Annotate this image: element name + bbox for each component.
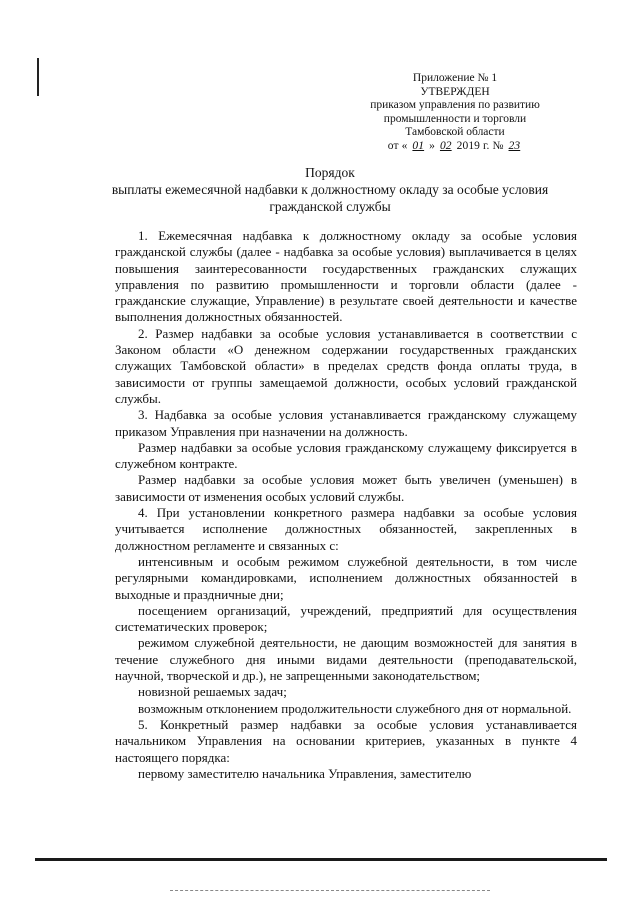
paragraph: первому заместителю начальника Управления, заместителю <box>138 765 472 781</box>
paragraph: 3. Надбавка за особые условия устанавливается гражданскому служащему приказом Управления при назначении на должность. <box>115 407 577 439</box>
approved-label: УТВЕРЖДЕН <box>420 85 490 98</box>
appendix-number: Приложение № 1 <box>412 72 498 84</box>
paragraph: режимом служебной деятельности, не дающим возможностей для занятия в течение служебного дня иными видами деятельности (преподавательской, научной, творческой и др.), не запрещенными законодательством; <box>115 635 577 684</box>
approval-order-line: промышленности и торговли <box>383 112 527 125</box>
date-month: 02 <box>439 139 452 152</box>
document-title <box>95 164 565 215</box>
margin-mark <box>37 58 39 96</box>
paragraph: Размер надбавки за особые условия может быть увеличен (уменьшен) в зависимости от изменения особых условий службы. <box>115 472 577 504</box>
order-number: 23 <box>508 139 521 152</box>
paragraph: Размер надбавки за особые условия гражданскому служащему фиксируется в служебном контракте. <box>115 439 577 472</box>
approval-order-line: приказом управления по развитию <box>370 99 540 112</box>
paragraph: возможным отклонением продолжительности служебного дня от нормальной. <box>138 700 572 716</box>
paragraph: 2. Размер надбавки за особые условия устанавливается в соответствии с Законом области «О денежном содержании государственных гражданских служащих Тамбовской области» в пределах средств фонда оплаты труда, в зависимости от группы замещаемой должности, особых условий гражданской службы. <box>115 325 577 406</box>
title-subtitle: выплаты ежемесячной надбавки к должностному окладу за особые условия гражданской службы <box>111 182 549 214</box>
paragraph: 4. При установлении конкретного размера надбавки за особые условия учитывается исполнение должностных обязанностей, закрепленных в должностном регламенте и связанных с: <box>115 505 577 553</box>
title-heading: Порядок <box>305 165 355 180</box>
paragraph: 5. Конкретный размер надбавки за особые условия устанавливается начальником Управления на основании критериев, указанных в пункте 4 настоящего порядка: <box>115 716 577 765</box>
scan-artifact <box>170 890 490 892</box>
approval-date: от « 01 » 02 2019 г. № 23 <box>387 139 521 152</box>
approval-stamp <box>330 72 580 154</box>
paragraph: посещением организаций, учреждений, предприятий для осуществления систематических проверок; <box>115 602 577 635</box>
document-body <box>115 228 577 782</box>
approval-region: Тамбовской области <box>405 126 505 139</box>
paragraph: новизной решаемых задач; <box>138 684 287 700</box>
paragraph: интенсивным и особым режимом служебной деятельности, в том числе регулярными командировками, исполнением должностных обязанностей в выходные и праздничные дни; <box>115 553 577 602</box>
date-day: 01 <box>412 139 425 152</box>
paragraph: 1. Ежемесячная надбавка к должностному окладу за особые условия гражданской службы (далее - надбавка за особые условия) выплачивается в целях повышения заинтересованности государственных гражданских служащих управления по развитию промышленности и торговли области (далее - гражданские служащие, Управление) в результате своей деятельности и качестве выполнения должностных обязанностей. <box>115 228 577 325</box>
page-bottom-rule <box>35 858 607 861</box>
